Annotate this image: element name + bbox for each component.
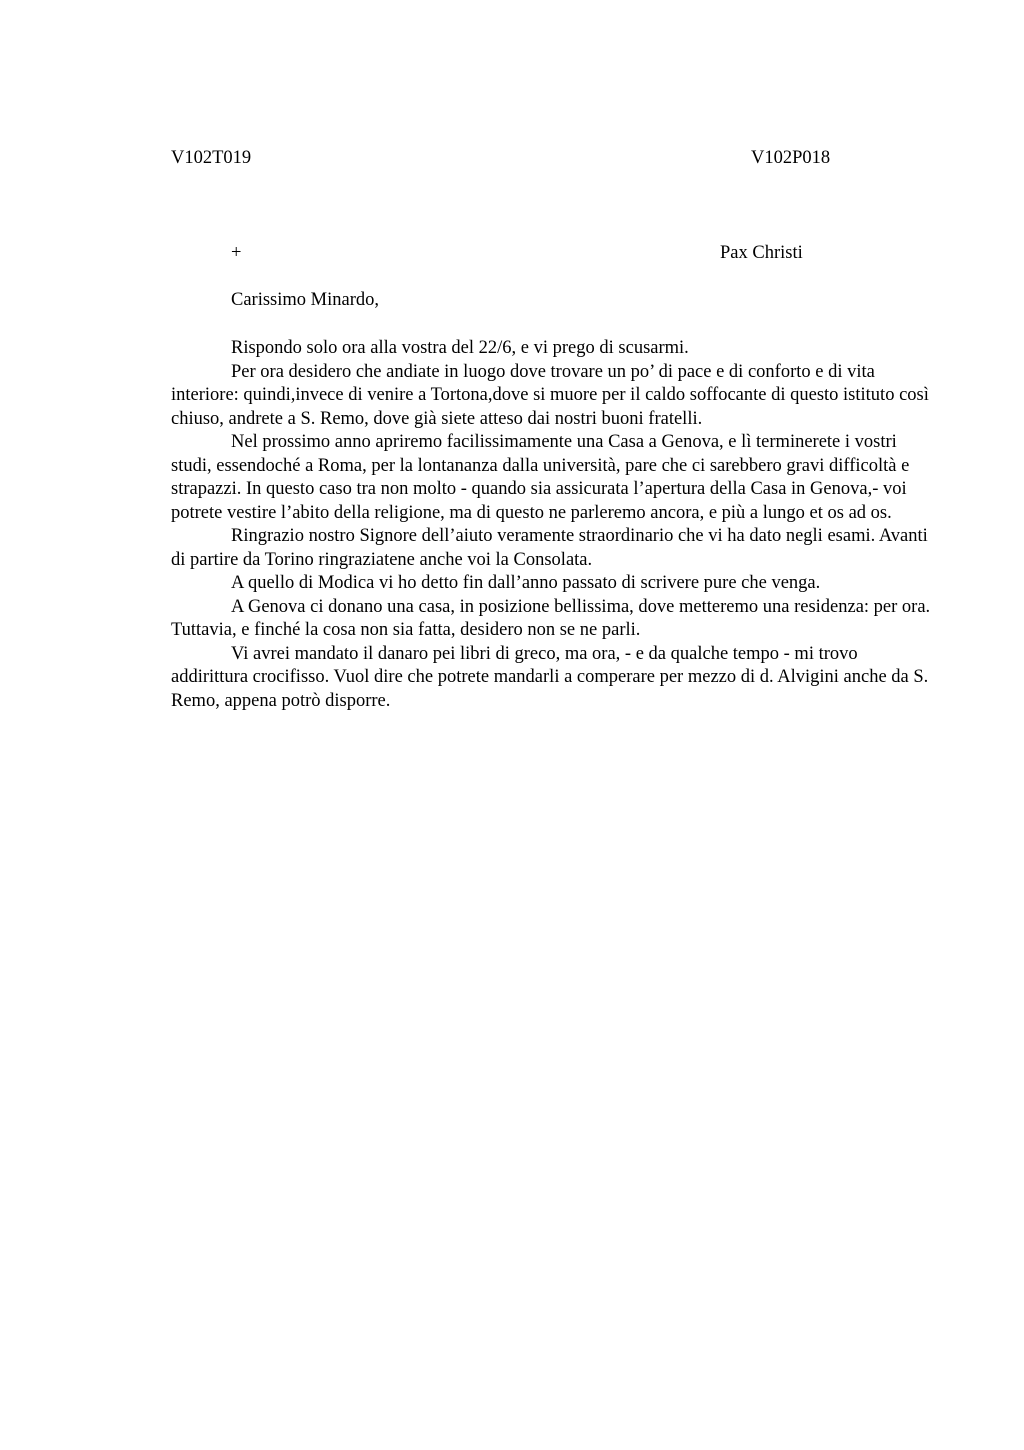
letter-paragraph: Vi avrei mandato il danaro pei libri di greco, ma ora, - e da qualche tempo - mi trovo addirittura crocifisso. Vuol dire che potrete mandarli a comperare per mezzo di d. Alvigini anche da S. Remo, appena potrò disporre.	[171, 643, 929, 711]
document-ref-left: V102T019	[171, 148, 252, 168]
cross-symbol: +	[231, 243, 242, 263]
letter-paragraph: Per ora desidero che andiate in luogo dove trovare un po’ di pace e di conforto e di vita interiore: quindi,invece di venire a Tortona,dove si muore per il caldo soffocante di questo istituto così chiuso, andrete a S. Remo, dove già siete atteso dai nostri buoni fratelli.	[171, 361, 929, 429]
document-ref-right: V102P018	[751, 148, 831, 168]
letter-paragraph: Ringrazio nostro Signore dell’aiuto veramente straordinario che vi ha dato negli esami. Avanti di partire da Torino ringraziatene anche voi la Consolata.	[171, 526, 928, 570]
letter-paragraph: Nel prossimo anno apriremo facilissimamente una Casa a Genova, e lì terminerete i vostri studi, essendoché a Roma, per la lontananza dalla università, pare che ci sarebbero gravi difficoltà e strapazzi. In questo caso tra non molto - quando sia assicurata l’apertura della Casa in Genova,- voi potrete vestire l’abito della religione, ma di questo ne parleremo ancora, e più a lungo et os ad os.	[171, 432, 910, 523]
letter-salutation: Carissimo Minardo,	[231, 290, 379, 310]
letter-body	[171, 337, 931, 713]
letter-paragraph: A Genova ci donano una casa, in posizione bellissima, dove metteremo una residenza: per ora. Tuttavia, e finché la cosa non sia fatta, desidero non se ne parli.	[171, 596, 931, 640]
letter-paragraph: A quello di Modica vi ho detto fin dall’anno passato di scrivere pure che venga.	[231, 573, 821, 593]
motto-heading: Pax Christi	[720, 243, 803, 263]
letter-paragraph: Rispondo solo ora alla vostra del 22/6, e vi prego di scusarmi.	[231, 338, 689, 358]
